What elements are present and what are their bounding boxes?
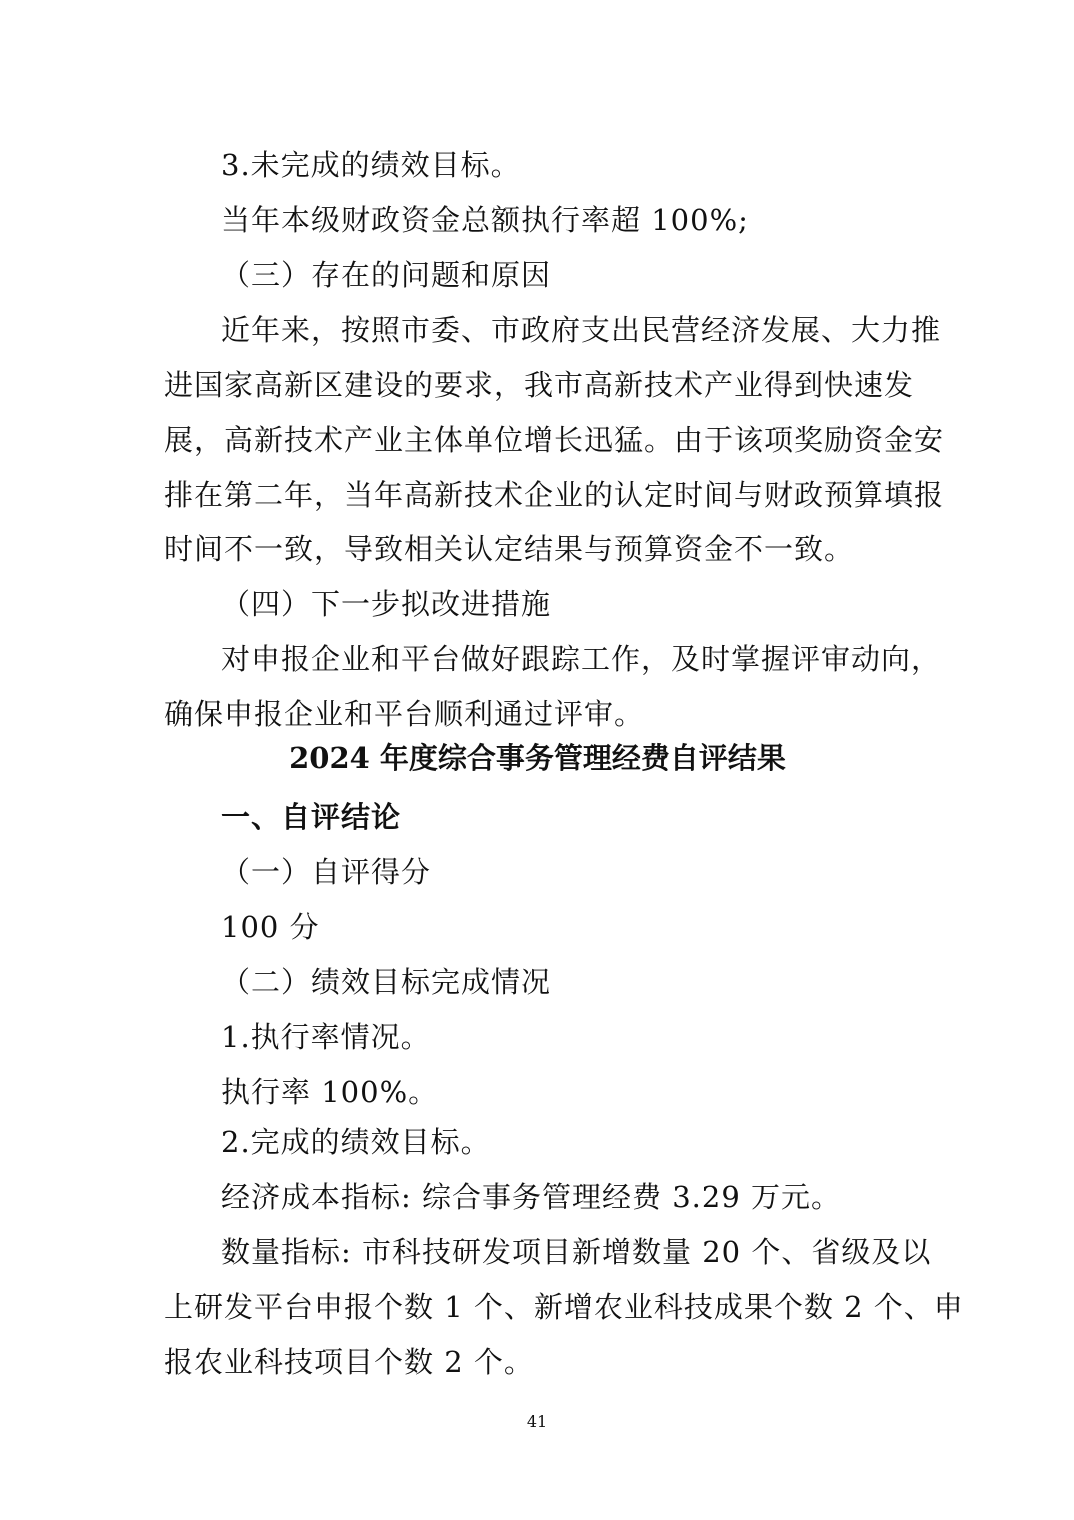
text-line: 2.完成的绩效目标。 <box>221 1125 491 1159</box>
page-number: 41 <box>526 1412 548 1431</box>
section-heading: （四）下一步拟改进措施 <box>221 587 552 621</box>
paragraph-line: 展，高新技术产业主体单位增长迅猛。由于该项奖励资金安 <box>164 423 945 457</box>
document-title: 2024 年度综合事务管理经费自评结果 <box>289 741 786 775</box>
subsection-heading: （一）自评得分 <box>221 855 432 889</box>
text-line: 经济成本指标: 综合事务管理经费 3.29 万元。 <box>221 1180 841 1214</box>
paragraph-line: 排在第二年，当年高新技术企业的认定时间与财政预算填报 <box>164 478 945 512</box>
paragraph-line: 数量指标: 市科技研发项目新增数量 20 个、省级及以 <box>221 1235 932 1269</box>
score-value: 100 分 <box>221 910 320 944</box>
section-heading: 一、自评结论 <box>221 800 402 834</box>
subsection-heading: （二）绩效目标完成情况 <box>221 965 552 999</box>
paragraph-line: 时间不一致，导致相关认定结果与预算资金不一致。 <box>164 532 855 566</box>
paragraph-line: 确保申报企业和平台顺利通过评审。 <box>164 697 645 731</box>
section-heading: （三）存在的问题和原因 <box>221 258 552 292</box>
text-line: 3.未完成的绩效目标。 <box>221 148 521 182</box>
text-line: 执行率 100%。 <box>221 1075 439 1109</box>
paragraph-line: 近年来，按照市委、市政府支出民营经济发展、大力推 <box>221 313 942 347</box>
paragraph-line: 进国家高新区建设的要求，我市高新技术产业得到快速发 <box>164 368 915 402</box>
paragraph-line: 上研发平台申报个数 1 个、新增农业科技成果个数 2 个、申 <box>164 1290 964 1324</box>
paragraph-line: 报农业科技项目个数 2 个。 <box>164 1345 534 1379</box>
text-line: 1.执行率情况。 <box>221 1020 431 1054</box>
paragraph-line: 对申报企业和平台做好跟踪工作，及时掌握评审动向， <box>221 642 942 676</box>
text-line: 当年本级财政资金总额执行率超 100%; <box>221 203 749 237</box>
